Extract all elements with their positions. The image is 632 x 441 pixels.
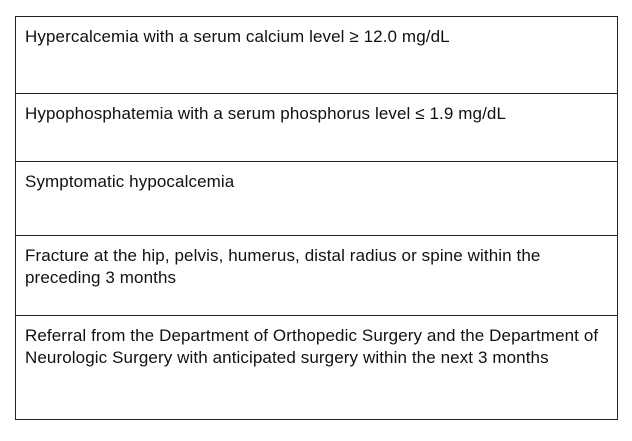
table-row-referral xyxy=(16,315,617,419)
row-text: Fracture at the hip, pelvis, humerus, distal radius or spine within the preceding 3 months xyxy=(25,246,541,287)
criteria-table xyxy=(15,16,618,420)
row-text: Hypercalcemia with a serum calcium level ≥ 12.0 mg/dL xyxy=(25,27,450,46)
table-row-hypophosphatemia xyxy=(16,93,617,161)
table-row-hypocalcemia xyxy=(16,161,617,235)
table-row-fracture xyxy=(16,235,617,315)
row-text: Referral from the Department of Orthopedic Surgery and the Department of Neurologic Surgery with anticipated surgery within the next 3 months xyxy=(25,326,599,367)
row-text: Symptomatic hypocalcemia xyxy=(25,172,235,191)
row-text: Hypophosphatemia with a serum phosphorus level ≤ 1.9 mg/dL xyxy=(25,104,507,123)
table-row-hypercalcemia xyxy=(16,17,617,93)
